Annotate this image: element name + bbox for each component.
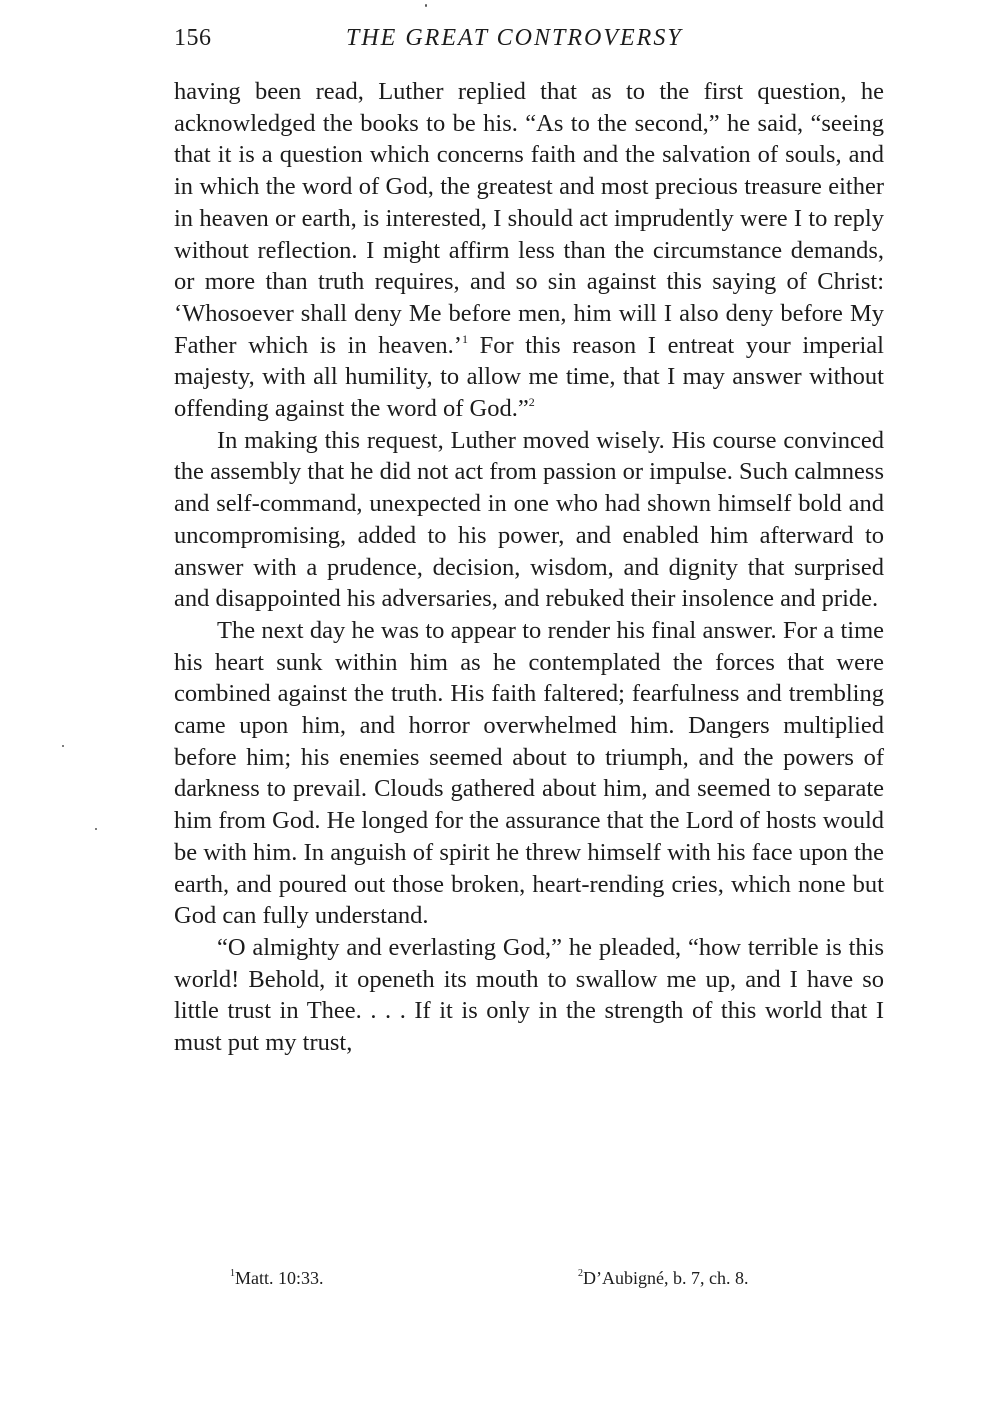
- paragraph-1: [174, 76, 884, 425]
- footnotes: [230, 1263, 870, 1293]
- running-title: THE GREAT CONTROVERSY: [346, 25, 683, 51]
- scan-speck: [62, 745, 64, 747]
- page-header: [174, 20, 886, 56]
- paragraph-4: [174, 932, 884, 1059]
- paragraph-2: [174, 425, 884, 615]
- footnote-reference: 1: [461, 331, 468, 346]
- body-text: [174, 76, 884, 1059]
- paragraph-3: [174, 615, 884, 932]
- paragraph-text: The next day he was to appear to render his final answer. For a time his heart sunk within him as he contemplated the forces that were combined against the truth. His faith faltered; fearfulness and trembling came upon him, and horror overwhelmed him. Dangers multiplied before him; his enemies seemed about to triumph, and the powers of darkness to prevail. Clouds gathered about him, and seemed to separate him from God. He longed for the assurance that the Lord of hosts would be with him. In anguish of spirit he threw himself with his face upon the earth, and poured out those broken, heart-rending cries, which none but God can fully understand.: [174, 616, 884, 930]
- paragraph-text: having been read, Luther replied that as to the first question, he acknowledged the books to be his. “As to the second,” he said, “seeing that it is a question which concerns faith and the salvation of souls, and in which the word of God, the greatest and most precious treasure either in heaven or earth, is interested, I should act imprudently were I to reply without reflection. I might affirm less than the circumstance demands, or more than truth requires, and so sin against this saying of Christ: ‘Whosoever shall deny Me before men, him will I also deny before My Father which is in heaven.’: [174, 78, 884, 359]
- scan-speck: [95, 828, 97, 830]
- footnote-text: Matt. 10:33.: [235, 1268, 324, 1288]
- footnote-reference: 2: [528, 395, 535, 410]
- footnote-text: D’Aubigné, b. 7, ch. 8.: [583, 1268, 749, 1288]
- paragraph-text: For this reason I entreat your imperial majesty, with all humility, to allow me time, that I may answer without offending against the word of God.”: [174, 331, 884, 423]
- paragraph-text: In making this request, Luther moved wisely. His course convinced the assembly that he did not act from passion or impulse. Such calmness and self-command, unexpected in one who had shown himself bold and uncompromising, added to his power, and enabled him afterward to answer with a prudence, decision, wisdom, and dignity that surprised and disappointed his adversaries, and rebuked their insolence and pride.: [174, 426, 884, 613]
- scan-speck: [425, 4, 427, 7]
- paragraph-text: “O almighty and everlasting God,” he pleaded, “how terrible is this world! Behold, it openeth its mouth to swallow me up, and I have so little trust in Thee. . . . If it is only in the strength of this world that I must put my trust,: [174, 933, 884, 1057]
- page-number: 156: [174, 25, 212, 51]
- footnote-marker: 1: [230, 1268, 235, 1279]
- footnote-1: [230, 1263, 324, 1293]
- footnote-marker: 2: [578, 1268, 583, 1279]
- footnote-2: [578, 1263, 748, 1293]
